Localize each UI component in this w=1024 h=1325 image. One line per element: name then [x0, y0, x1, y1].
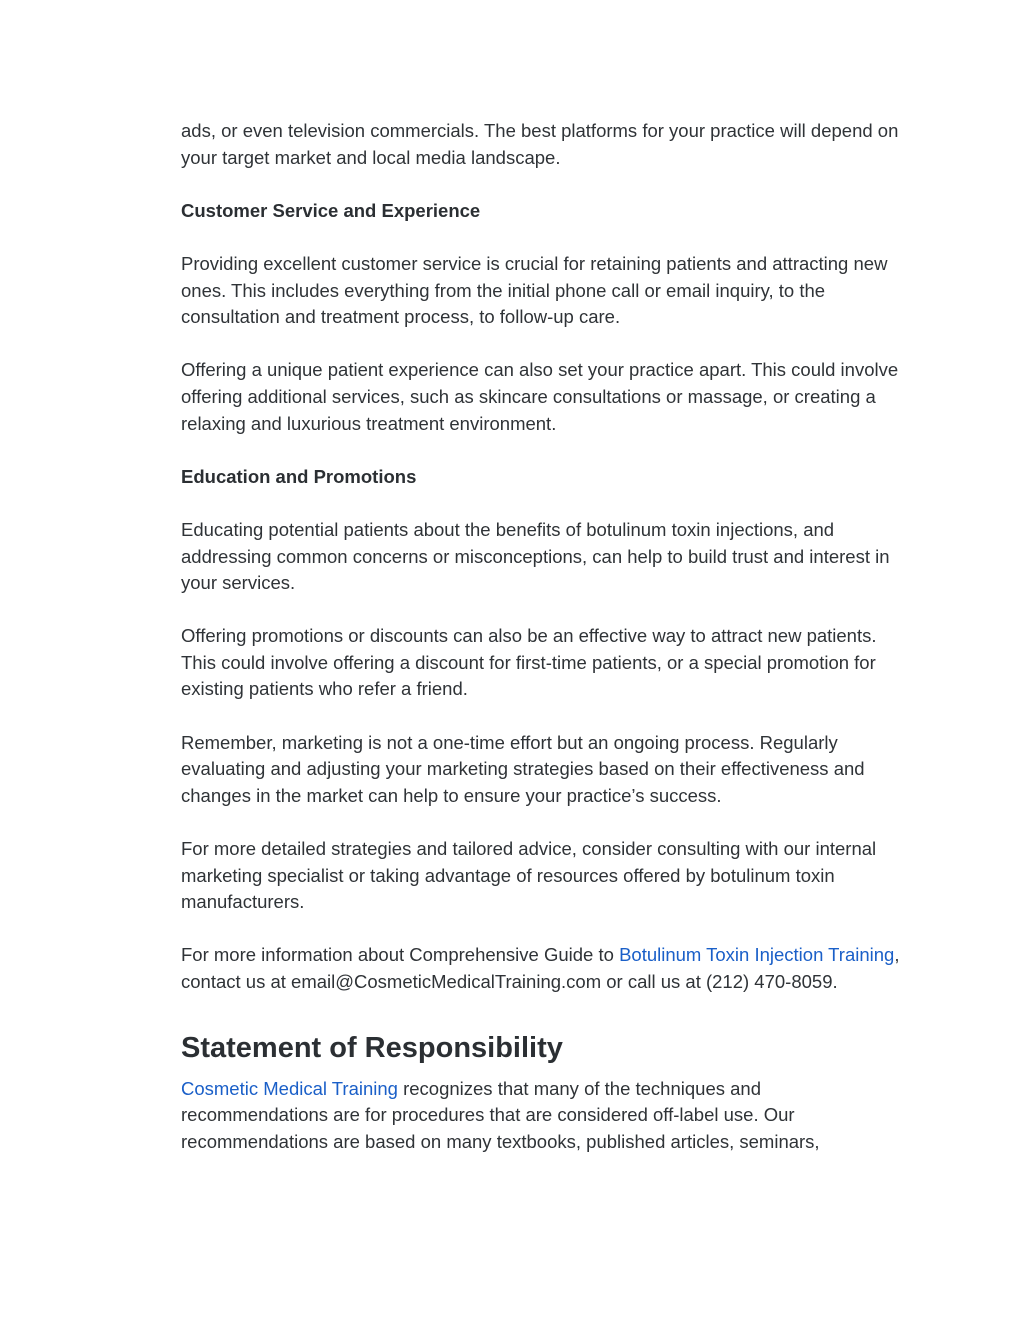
contact-text-before-link: For more information about Comprehensive Guide to — [181, 944, 620, 966]
customer-service-paragraph-1: Providing excellent customer service is crucial for retaining patients and attracting new ones. This includes everything from the initial phone call or email inquiry, to the consultation and treatment process, to follow-up care. — [181, 252, 888, 328]
contact-paragraph — [181, 942, 901, 995]
document-page — [181, 118, 901, 1182]
education-heading: Education and Promotions — [181, 465, 417, 487]
responsibility-heading: Statement of Responsibility — [181, 1031, 563, 1064]
cosmetic-medical-training-link[interactable]: Cosmetic Medical Training — [181, 1077, 398, 1099]
botulinum-training-link[interactable]: Botulinum Toxin Injection Training — [619, 944, 895, 966]
customer-service-paragraph-2: Offering a unique patient experience can also set your practice apart. This could involve offering additional services, such as skincare consultations or massage, or creating a relaxing and luxurious treatment environment. — [181, 359, 899, 434]
education-paragraph-3: Remember, marketing is not a one-time effort but an ongoing process. Regularly evaluating and adjusting your marketing strategies based on their effectiveness and changes in the market can help to ensure your practice’s success. — [181, 731, 865, 806]
customer-service-heading: Customer Service and Experience — [181, 199, 481, 221]
responsibility-paragraph — [181, 1076, 901, 1156]
intro-paragraph: ads, or even television commercials. The best platforms for your practice will depend on your target market and local media landscape. — [181, 120, 899, 168]
contact-text-after-link: , contact us at email@CosmeticMedicalTraining.com or call us at (212) 470-8059. — [181, 944, 900, 992]
responsibility-text: recognizes that many of the techniques and recommendations are for procedures that are considered off-label use. Our recommendations are based on many textbooks, published articles, seminars, — [181, 1077, 820, 1152]
education-paragraph-2: Offering promotions or discounts can also be an effective way to attract new patients. This could involve offering a discount for first-time patients, or a special promotion for existing patients who refer a friend. — [181, 625, 877, 700]
education-paragraph-4: For more detailed strategies and tailored advice, consider consulting with our internal marketing specialist or taking advantage of resources offered by botulinum toxin manufacturers. — [181, 838, 877, 913]
education-paragraph-1: Educating potential patients about the benefits of botulinum toxin injections, and addressing common concerns or misconceptions, can help to build trust and interest in your services. — [181, 518, 890, 594]
